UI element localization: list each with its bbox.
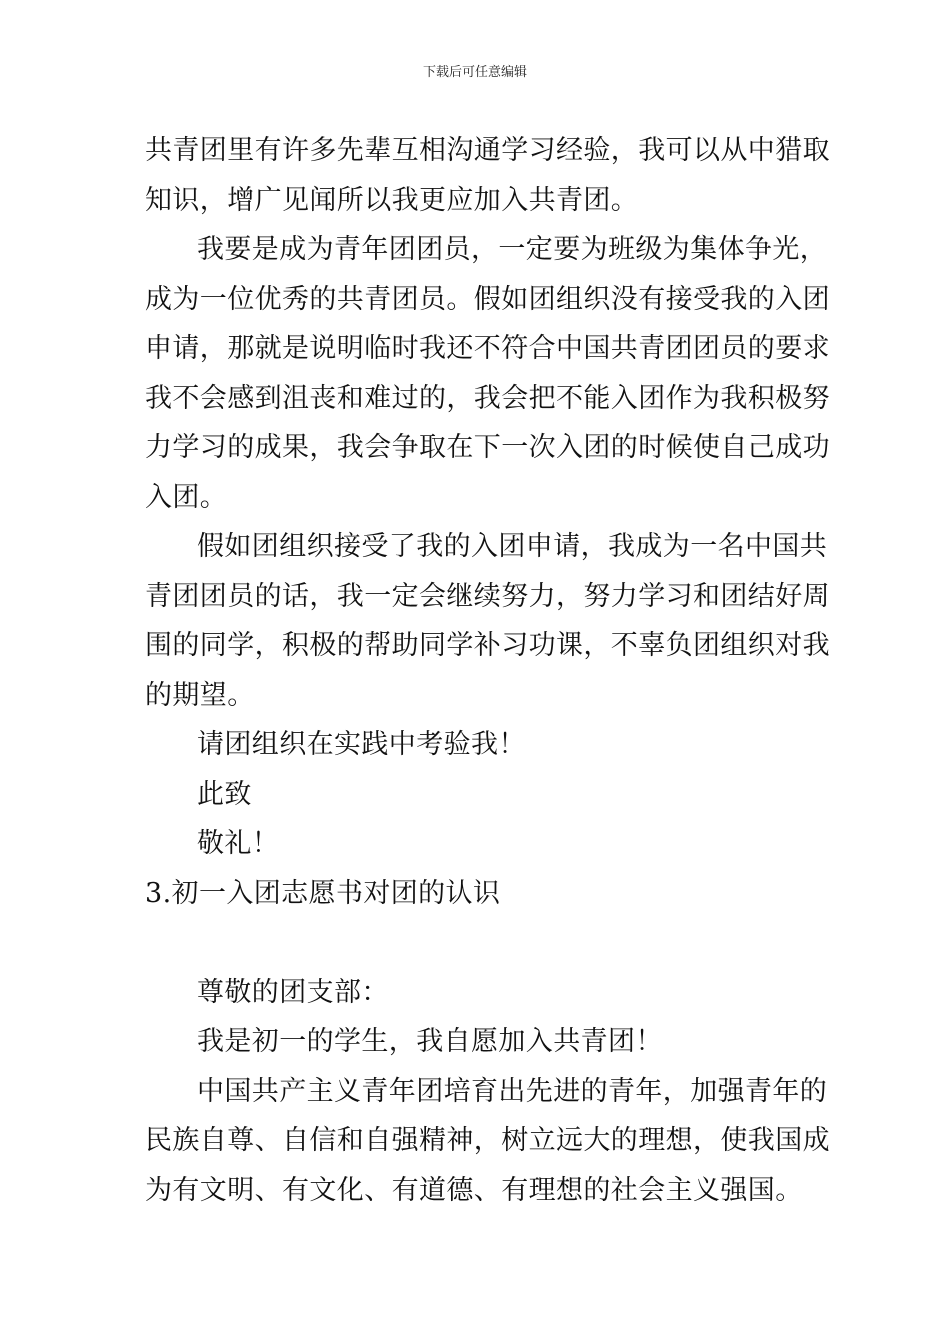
text-line: 青团团员的话，我一定会继续努力，努力学习和团结好周 bbox=[145, 580, 830, 612]
page-header: 下载后可任意编辑 bbox=[422, 65, 527, 80]
text-line: 中国共产主义青年团培育出先进的青年，加强青年的 bbox=[197, 1075, 828, 1107]
text-line: 我是初一的学生，我自愿加入共青团！ bbox=[197, 1026, 663, 1057]
text-line: 成为一位优秀的共青团员。假如团组织没有接受我的入团 bbox=[145, 283, 830, 315]
text-line: 知识，增广见闻所以我更应加入共青团。 bbox=[145, 184, 639, 216]
text-line: 力学习的成果，我会争取在下一次入团的时候使自己成功 bbox=[145, 432, 830, 463]
text-line: 围的同学，积极的帮助同学补习功课，不辜负团组织对我 bbox=[145, 630, 830, 661]
text-line: 申请，那就是说明临时我还不符合中国共青团团员的要求 bbox=[145, 333, 830, 364]
blank-line bbox=[145, 918, 810, 968]
text-line: 假如团组织接受了我的入团申请，我成为一名中国共 bbox=[197, 531, 828, 562]
text-line: 的期望。 bbox=[145, 679, 255, 711]
text-line: 敬礼！ bbox=[197, 828, 280, 859]
document-body bbox=[145, 126, 830, 1215]
section-heading: 3.初一入团志愿书对团的认识 bbox=[145, 877, 501, 909]
text-line: 我要是成为青年团团员，一定要为班级为集体争光， bbox=[197, 234, 828, 265]
text-line: 此致 bbox=[197, 778, 252, 810]
text-line: 共青团里有许多先辈互相沟通学习经验，我可以从中猎取 bbox=[145, 135, 830, 166]
text-line: 请团组织在实践中考验我！ bbox=[197, 729, 526, 760]
text-line: 我不会感到沮丧和难过的，我会把不能入团作为我积极努 bbox=[145, 382, 830, 414]
text-line: 民族自尊、自信和自强精神，树立远大的理想，使我国成 bbox=[145, 1125, 830, 1156]
text-line: 为有文明、有文化、有道德、有理想的社会主义强国。 bbox=[145, 1174, 803, 1206]
salutation: 尊敬的团支部： bbox=[197, 976, 389, 1008]
text-line: 入团。 bbox=[145, 481, 228, 513]
